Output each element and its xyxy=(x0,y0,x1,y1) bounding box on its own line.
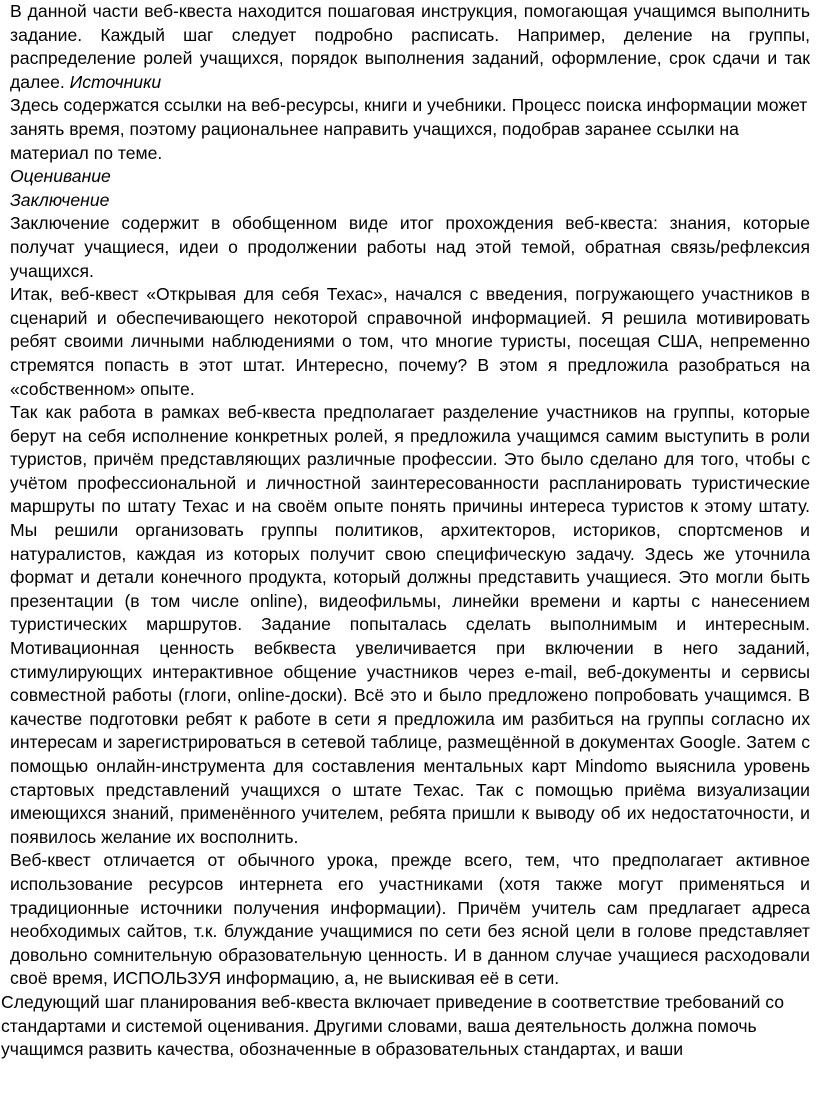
group-work-paragraph: Так как работа в рамках веб-квеста предполагает разделение участников на группы, которые берут на себя исполнение конкретных ролей, я предложила учащимся самим выступить в роли туристов, причём представляющих различные профессии. Это было сделано для того, чтобы с учётом профессиональной и личностной заинтересованности распланировать туристические маршруты по штату Техас и на своём опыте понять причины интереса туристов к этому штату. Мы решили организовать группы политиков, архитекторов, историков, спортсменов и натуралистов, каждая из которых получит свою специфическую задачу. Здесь же уточнила формат и детали конечного продукта, который должны представить учащиеся. Это могли быть презентации (в том числе online), видеофильмы, линейки времени и карты с нанесением туристических маршрутов. Задание попыталась сделать выполнимым и интересным. Мотивационная ценность вебквеста увеличивается при включении в него заданий, стимулирующих интерактивное общение участников через e-mail, веб-документы и сервисы совместной работы (глоги, online-доски). Всё это и было предложено попробовать учащимся. В качестве подготовки ребят к работе в сети я предложила им разбиться на группы согласно их интересам и зарегистрироваться в сетевой таблице, размещённой в документах Google. Затем с помощью онлайн-инструмента для составления ментальных карт Mindomo выяснила уровень стартовых представлений учащихся о штате Техас. Так с помощью приёма визуализации имеющихся знаний, применённого учителем, ребята пришли к выводу об их недостаточности, и появилось желание их восполнить. xyxy=(10,402,810,847)
difference-paragraph: Веб-квест отличается от обычного урока, прежде всего, тем, что предполагает активное использование ресурсов интернета его участниками (хотя также могут применяться и традиционные источники получения информации). Причём учитель сам предлагает адреса необходимых сайтов, т.к. блуждание учащимися по сети без ясной цели в голове представляет довольно сомнительную образовательную ценность. И в данном случае учащиеся расходовали своё время, ИСПОЛЬЗУЯ информацию, а, не выискивая её в сети. xyxy=(10,850,810,989)
conclusion-heading: Заключение xyxy=(10,189,110,210)
conclusion-paragraph: Заключение содержит в обобщенном виде итог прохождения веб-квеста: знания, которые получат учащиеся, идеи о продолжении работы над этой темой, обратная связь/рефлексия учащихся. xyxy=(10,213,810,281)
steps-paragraph xyxy=(10,0,810,94)
sources-paragraph: Здесь содержатся ссылки на веб-ресурсы, книги и учебники. Процесс поиска информации может занять время, поэтому рациональнее направить учащихся, подобрав заранее ссылки на материал по теме. xyxy=(10,95,808,163)
sources-heading: Источники xyxy=(69,71,162,92)
next-step-paragraph: Следующий шаг планирования веб-квеста включает приведение в соответствие требований со стандартами и системой оценивания. Другими словами, ваша деятельность должна помочь учащимся развить качества, обозначенные в образовательных стандартах, и ваши xyxy=(1,991,785,1060)
evaluation-heading: Оценивание xyxy=(10,166,111,187)
texas-intro-paragraph: Итак, веб-квест «Открывая для себя Техас», начался с введения, погружающего участников в сценарий и обеспечивающего некоторой справочной информацией. Я решила мотивировать ребят своими личными наблюдениями о том, что многие туристы, посещая США, непременно стремятся попасть в этот штат. Интересно, почему? В этом я предложила разобраться на «собственном» опыте. xyxy=(10,284,810,399)
steps-text: В данной части веб-квеста находится пошаговая инструкция, помогающая учащимся выполнить задание. Каждый шаг следует подробно расписать. Например, деление на группы, распределение ролей учащихся, порядок выполнения заданий, оформление, срок сдачи и так далее. xyxy=(10,1,810,92)
